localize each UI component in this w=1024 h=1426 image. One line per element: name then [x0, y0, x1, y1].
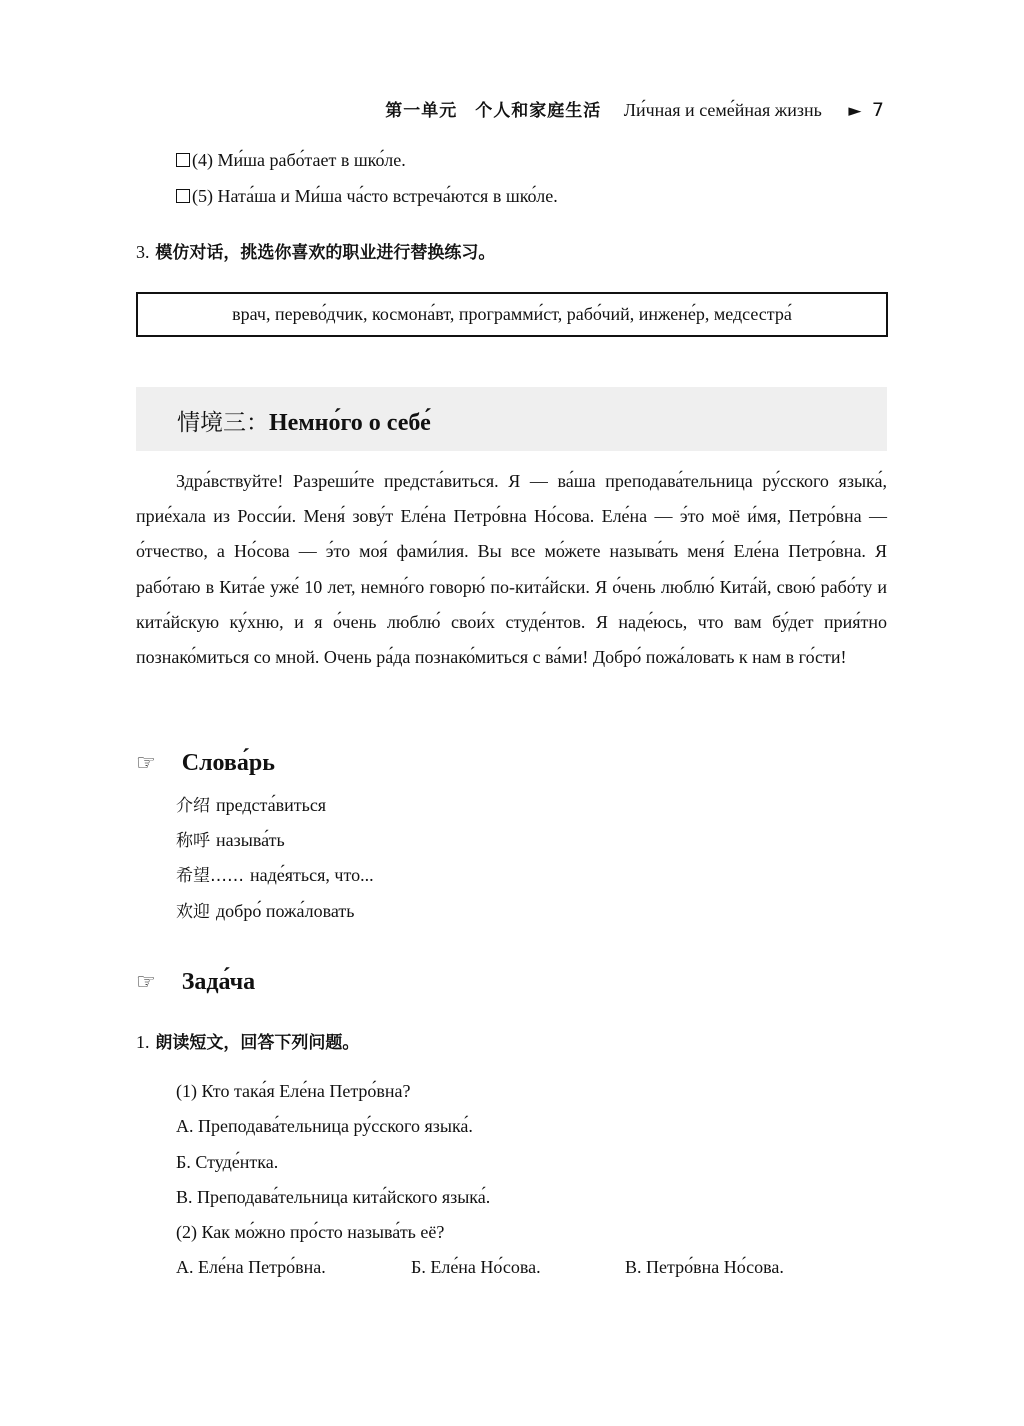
situation-title	[177, 404, 431, 437]
text-paragraph	[136, 464, 887, 675]
vocab-cn: 介绍	[176, 796, 210, 816]
situation-title-ru: Немно́го о себе́	[269, 410, 431, 436]
pointing-hand-icon: ☞	[136, 970, 156, 995]
task-1-heading	[136, 1028, 359, 1053]
checkbox[interactable]	[176, 189, 190, 203]
answer-option[interactable]: В. Преподава́тельница кита́йского языка́.	[176, 1187, 491, 1207]
vocab-item	[176, 897, 354, 922]
vocab-ru: предста́виться	[216, 795, 327, 815]
vocab-cn: 希望……	[176, 866, 244, 886]
answer-option[interactable]: А. Преподава́тельница ру́сского языка́.	[176, 1116, 473, 1136]
vocab-ru: называ́ть	[216, 830, 285, 850]
situation-label: 情境三：	[177, 410, 269, 436]
slovar-heading	[136, 750, 275, 777]
professions-list: врач, перево́дчик, космона́вт, программи́ст, рабо́чий, инжене́р, медсестра́	[232, 304, 792, 324]
unit-title-cn: 第一单元 个人和家庭生活	[385, 101, 602, 121]
answer-option[interactable]: Б. Студе́нтка.	[176, 1152, 279, 1172]
statement-text: (4) Ми́ша рабо́тает в шко́ле.	[192, 150, 406, 170]
task-3-heading	[136, 238, 495, 263]
answer-option[interactable]: В. Петро́вна Но́сова.	[625, 1257, 784, 1277]
statement-4	[176, 150, 406, 171]
task-number: 3.	[136, 242, 150, 262]
zadacha-heading	[136, 969, 255, 996]
checkbox[interactable]	[176, 153, 190, 167]
vocab-ru: добро́ пожа́ловать	[216, 901, 355, 921]
vocab-item	[176, 791, 326, 816]
vocab-cn: 称呼	[176, 831, 210, 851]
running-header	[385, 96, 884, 121]
vocab-item	[176, 826, 285, 851]
vocab-cn: 欢迎	[176, 902, 210, 922]
pointing-hand-icon: ☞	[136, 751, 156, 776]
task-text: 模仿对话，挑选你喜欢的职业进行替换练习。	[155, 243, 496, 263]
page-arrow-icon: ►	[848, 101, 862, 121]
page-number: 7	[871, 99, 884, 121]
unit-title-ru: Ли́чная и семе́йная жизнь	[623, 100, 822, 120]
statement-5	[176, 186, 558, 207]
task-text: 朗读短文，回答下列问题。	[155, 1033, 360, 1053]
task-number: 1.	[136, 1032, 150, 1052]
answer-option[interactable]: А. Еле́на Петро́вна.	[176, 1257, 326, 1277]
answer-option[interactable]: Б. Еле́на Но́сова.	[411, 1257, 541, 1277]
statement-text: (5) Ната́ша и Ми́ша ча́сто встреча́ются в шко́ле.	[192, 186, 558, 206]
slovar-title: Слова́рь	[181, 750, 275, 776]
question-1: (1) Кто така́я Еле́на Петро́вна?	[176, 1081, 411, 1101]
question-2: (2) Как мо́жно про́сто называ́ть её?	[176, 1222, 445, 1242]
zadacha-title: Зада́ча	[181, 969, 256, 995]
vocab-item	[176, 861, 374, 886]
paragraph-text: Здра́вствуйте! Разреши́те предста́виться. Я — ва́ша преподава́тельница ру́сского языка́, прие́хала из Росси́и. Меня́ зову́т Еле́на Петро́вна Но́сова. Еле́на — э́то моё и́мя, Петро́вна — о́тчество, а Но́сова — э́то моя́ фами́лия. Вы все мо́жете называ́ть меня́ Еле́на Петро́вна. Я рабо́таю в Кита́е уже́ 10 лет, немно́го говорю́ по-кита́йски. Я о́чень люблю́ Кита́й, свою́ рабо́ту и кита́йскую ку́хню, и я о́чень люблю́ свои́х студе́нтов. Я наде́юсь, что вам бу́дет прия́тно познако́миться со мной. Очень ра́да познако́миться с ва́ми! Добро́ пожа́ловать к нам в го́сти!	[136, 471, 887, 668]
professions-box	[136, 292, 888, 337]
vocab-ru: наде́яться, что...	[250, 865, 374, 885]
